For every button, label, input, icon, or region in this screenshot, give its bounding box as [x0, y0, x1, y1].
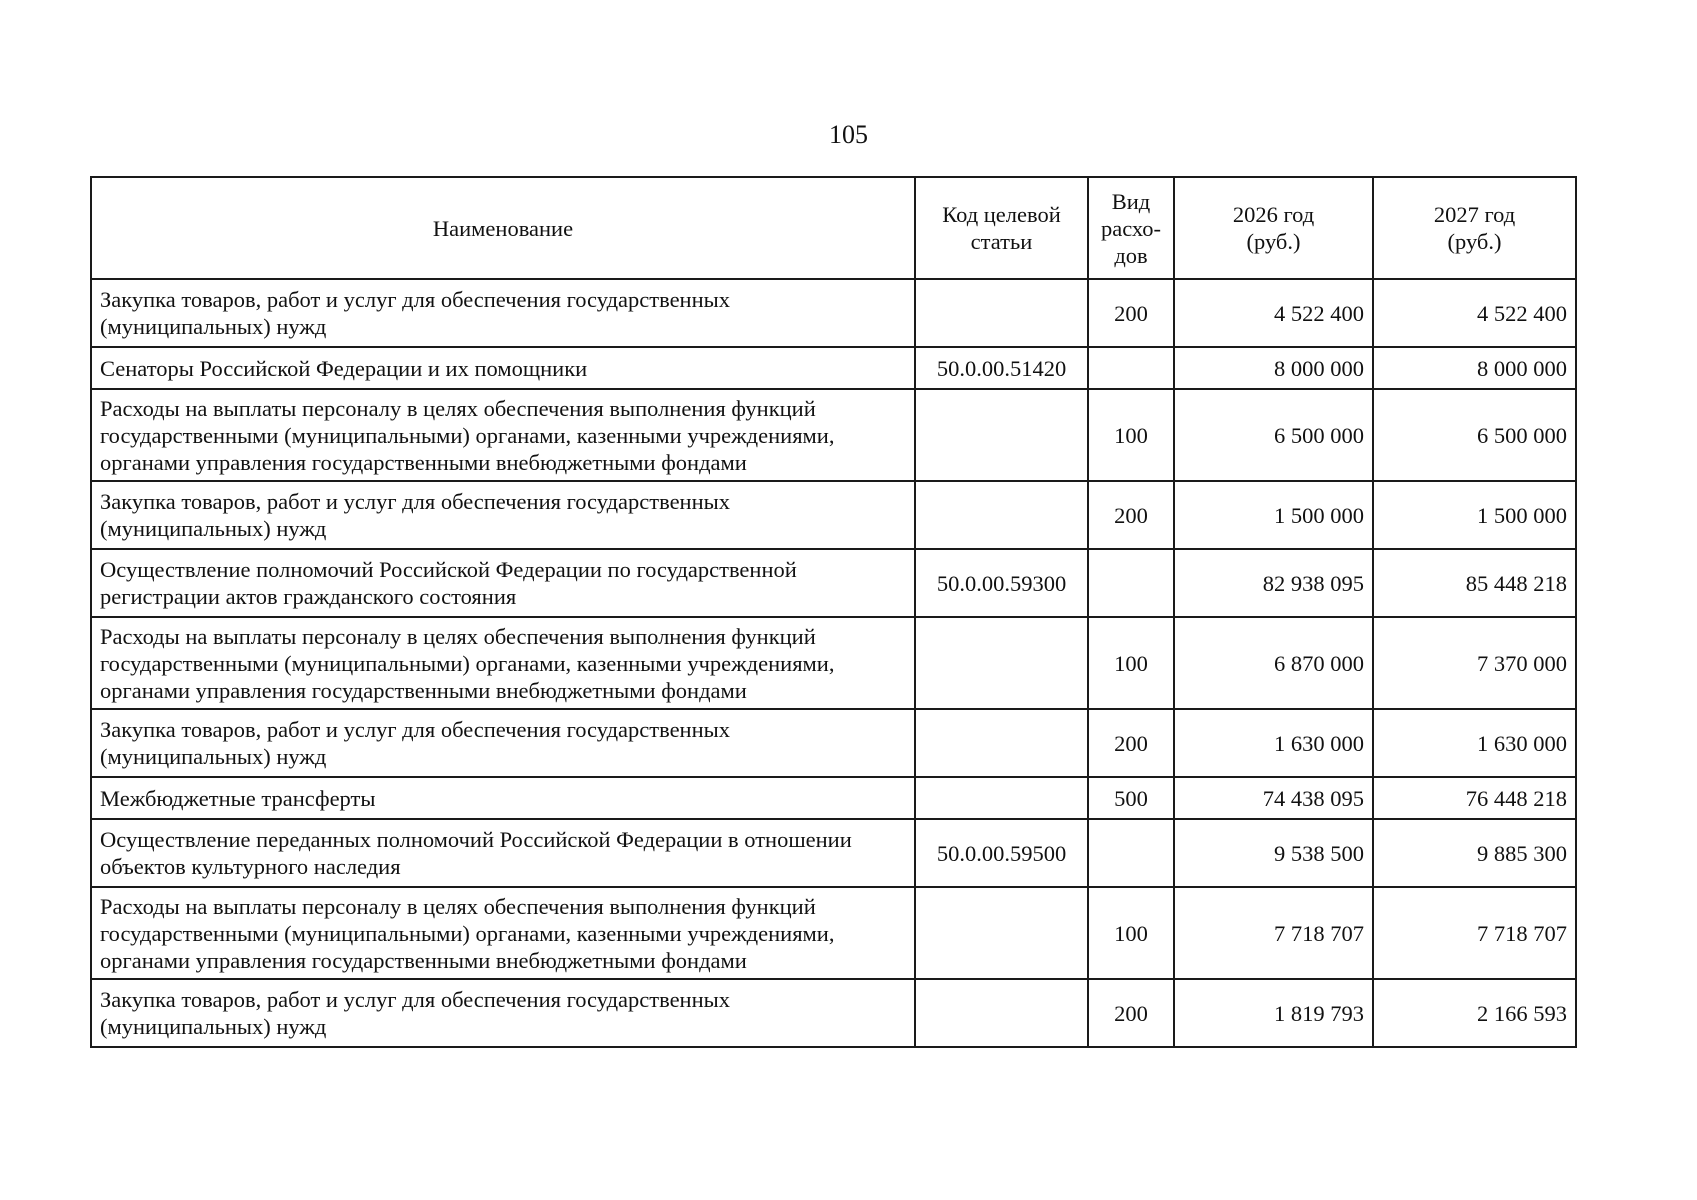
row-2027-cell: 6 500 000	[1373, 389, 1576, 481]
header-2027-unit: (руб.)	[1447, 229, 1502, 254]
row-2026-cell: 74 438 095	[1174, 777, 1373, 819]
row-name-cell: Осуществление переданных полномочий Российской Федерации в отношении объектов культурного наследия	[91, 819, 915, 887]
budget-table	[90, 176, 1577, 1048]
row-2026-cell: 7 718 707	[1174, 887, 1373, 979]
row-2026-cell: 1 819 793	[1174, 979, 1373, 1047]
row-2027-cell: 85 448 218	[1373, 549, 1576, 617]
header-code-label: Код целевой статьи	[942, 202, 1061, 254]
header-2026-unit: (руб.)	[1246, 229, 1301, 254]
row-code-cell: 50.0.00.51420	[915, 347, 1088, 389]
row-kind-cell	[1088, 819, 1174, 887]
row-2026-cell: 9 538 500	[1174, 819, 1373, 887]
row-name-cell: Закупка товаров, работ и услуг для обеспечения государственных (муниципальных) нужд	[91, 279, 915, 347]
row-code-cell	[915, 481, 1088, 549]
table-row	[91, 389, 1576, 481]
row-kind-cell	[1088, 347, 1174, 389]
header-2027-year: 2027 год	[1433, 202, 1516, 227]
row-2027-cell: 9 885 300	[1373, 819, 1576, 887]
header-2026-year: 2026 год	[1232, 202, 1315, 227]
table-row	[91, 279, 1576, 347]
row-name-cell: Закупка товаров, работ и услуг для обеспечения государственных (муниципальных) нужд	[91, 481, 915, 549]
row-code-cell	[915, 777, 1088, 819]
row-kind-cell: 200	[1088, 709, 1174, 777]
row-kind-cell: 100	[1088, 887, 1174, 979]
row-name-cell: Сенаторы Российской Федерации и их помощники	[91, 347, 915, 389]
header-year-2026	[1174, 177, 1373, 279]
table-row	[91, 347, 1576, 389]
row-kind-cell: 100	[1088, 389, 1174, 481]
row-2027-cell: 1 500 000	[1373, 481, 1576, 549]
row-2027-cell: 76 448 218	[1373, 777, 1576, 819]
row-kind-cell: 100	[1088, 617, 1174, 709]
row-2026-cell: 8 000 000	[1174, 347, 1373, 389]
row-name-cell: Расходы на выплаты персоналу в целях обеспечения выполнения функций государственными (муниципальными) органами, казенными учреждениями, органами управления государственными внебюджетными фондами	[91, 389, 915, 481]
table-body	[91, 279, 1576, 1047]
table-row	[91, 549, 1576, 617]
table-header	[91, 177, 1576, 279]
row-name-cell: Осуществление полномочий Российской Федерации по государственной регистрации актов гражданского состояния	[91, 549, 915, 617]
row-kind-cell: 200	[1088, 279, 1174, 347]
table-row	[91, 481, 1576, 549]
row-code-cell	[915, 709, 1088, 777]
header-year-2027	[1373, 177, 1576, 279]
row-name-cell: Расходы на выплаты персоналу в целях обеспечения выполнения функций государственными (муниципальными) органами, казенными учреждениями, органами управления государственными внебюджетными фондами	[91, 887, 915, 979]
row-name-cell: Межбюджетные трансферты	[91, 777, 915, 819]
row-2027-cell: 4 522 400	[1373, 279, 1576, 347]
row-2026-cell: 6 500 000	[1174, 389, 1373, 481]
row-2026-cell: 6 870 000	[1174, 617, 1373, 709]
table-row	[91, 777, 1576, 819]
page-number: 105	[829, 120, 868, 149]
header-kind-label: Вид расхо-дов	[1100, 188, 1162, 268]
row-code-cell	[915, 887, 1088, 979]
row-code-cell: 50.0.00.59500	[915, 819, 1088, 887]
table-row	[91, 887, 1576, 979]
table-row	[91, 709, 1576, 777]
table-row	[91, 617, 1576, 709]
row-2026-cell: 1 500 000	[1174, 481, 1373, 549]
row-2027-cell: 2 166 593	[1373, 979, 1576, 1047]
row-2027-cell: 1 630 000	[1373, 709, 1576, 777]
row-2026-cell: 82 938 095	[1174, 549, 1373, 617]
row-2026-cell: 4 522 400	[1174, 279, 1373, 347]
header-kind	[1088, 177, 1174, 279]
row-code-cell	[915, 389, 1088, 481]
row-kind-cell	[1088, 549, 1174, 617]
row-name-cell: Расходы на выплаты персоналу в целях обеспечения выполнения функций государственными (муниципальными) органами, казенными учреждениями, органами управления государственными внебюджетными фондами	[91, 617, 915, 709]
row-code-cell	[915, 279, 1088, 347]
row-code-cell	[915, 617, 1088, 709]
row-code-cell	[915, 979, 1088, 1047]
row-2027-cell: 7 718 707	[1373, 887, 1576, 979]
row-kind-cell: 500	[1088, 777, 1174, 819]
table-row	[91, 979, 1576, 1047]
row-2026-cell: 1 630 000	[1174, 709, 1373, 777]
row-name-cell: Закупка товаров, работ и услуг для обеспечения государственных (муниципальных) нужд	[91, 709, 915, 777]
row-name-cell: Закупка товаров, работ и услуг для обеспечения государственных (муниципальных) нужд	[91, 979, 915, 1047]
row-code-cell: 50.0.00.59300	[915, 549, 1088, 617]
header-name: Наименование	[91, 177, 915, 279]
row-kind-cell: 200	[1088, 979, 1174, 1047]
row-2027-cell: 8 000 000	[1373, 347, 1576, 389]
header-code	[915, 177, 1088, 279]
row-kind-cell: 200	[1088, 481, 1174, 549]
table-row	[91, 819, 1576, 887]
row-2027-cell: 7 370 000	[1373, 617, 1576, 709]
